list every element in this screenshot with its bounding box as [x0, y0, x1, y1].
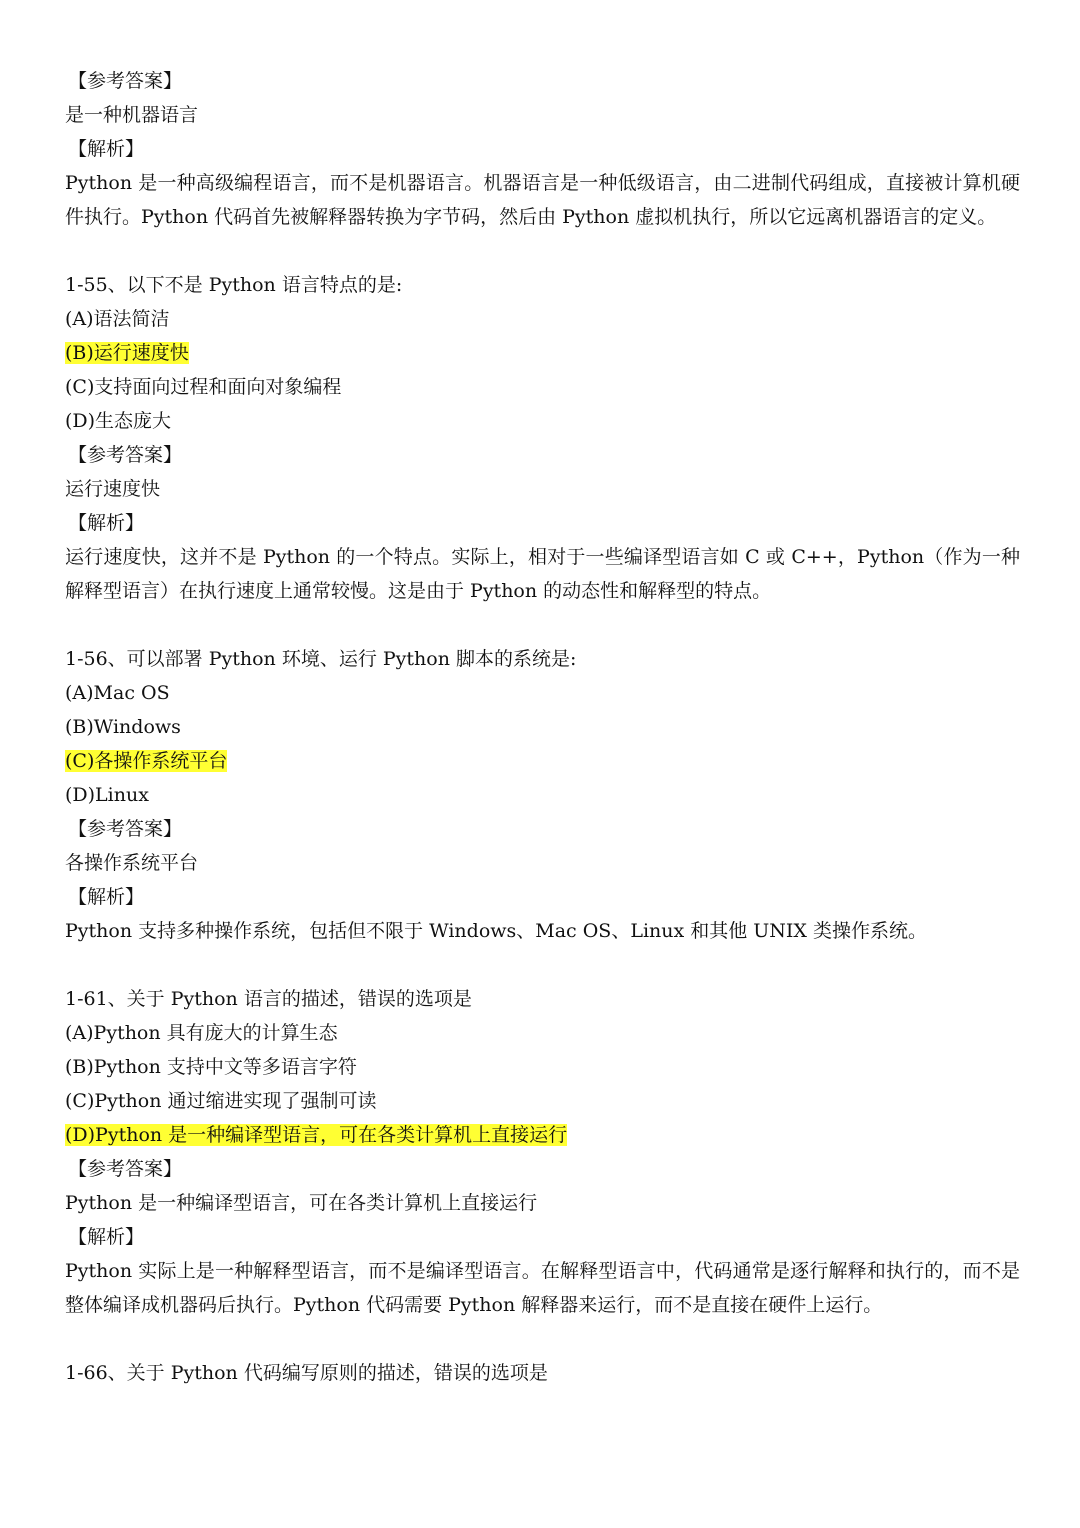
answer-tag: 【参考答案】 — [68, 818, 183, 840]
analysis-tag: 【解析】 — [68, 138, 145, 160]
option-c — [65, 1084, 1020, 1118]
analysis-text: Python 实际上是一种解释型语言，而不是编译型语言。在解释型语言中，代码通常是逐行解释和执行的，而不是整体编译成机器码后执行。Python 代码需要 Python 解释器来运行，而不是直接在硬件上运行。 — [65, 1260, 1020, 1316]
answer-tag: 【参考答案】 — [68, 1158, 183, 1180]
option-a — [65, 302, 1020, 336]
question-1-56: 1-56、可以部署 Python 环境、运行 Python 脚本的系统是: — [65, 648, 577, 670]
answer-text: Python 是一种编译型语言，可在各类计算机上直接运行 — [65, 1192, 538, 1214]
option-b — [65, 710, 1020, 744]
option-a-text: (A)Python 具有庞大的计算生态 — [65, 1022, 338, 1044]
option-c-text-highlighted: (C)各操作系统平台 — [65, 750, 228, 772]
analysis-text: Python 支持多种操作系统，包括但不限于 Windows、Mac OS、Linux 和其他 UNIX 类操作系统。 — [65, 920, 927, 942]
option-d-text-highlighted: (D)Python 是一种编译型语言，可在各类计算机上直接运行 — [65, 1124, 568, 1146]
answer-text: 各操作系统平台 — [65, 852, 199, 874]
analysis-text: 运行速度快，这并不是 Python 的一个特点。实际上，相对于一些编译型语言如 C 或 C++，Python（作为一种解释型语言）在执行速度上通常较慢。这是由于 Python 的动态性和解释型的特点。 — [65, 546, 1020, 602]
answer-text: 运行速度快 — [65, 478, 161, 500]
option-a — [65, 1016, 1020, 1050]
option-a-text: (A)语法简洁 — [65, 308, 170, 330]
option-d — [65, 404, 1020, 438]
option-b-text-highlighted: (B)运行速度快 — [65, 342, 189, 364]
option-a-text: (A)Mac OS — [65, 682, 170, 704]
answer-tag: 【参考答案】 — [68, 70, 183, 92]
section-gap — [65, 608, 1020, 642]
analysis-tag: 【解析】 — [68, 886, 145, 908]
section-gap — [65, 234, 1020, 268]
option-c — [65, 370, 1020, 404]
question-1-66: 1-66、关于 Python 代码编写原则的描述，错误的选项是 — [65, 1362, 548, 1384]
option-c-text: (C)Python 通过缩进实现了强制可读 — [65, 1090, 377, 1112]
analysis-tag: 【解析】 — [68, 1226, 145, 1248]
answer-text: 是一种机器语言 — [65, 104, 199, 126]
option-d-text: (D)Linux — [65, 784, 149, 806]
option-c — [65, 744, 1020, 778]
analysis-text: Python 是一种高级编程语言，而不是机器语言。机器语言是一种低级语言，由二进制代码组成，直接被计算机硬件执行。Python 代码首先被解释器转换为字节码，然后由 Python 虚拟机执行，所以它远离机器语言的定义。 — [65, 172, 1020, 228]
option-d — [65, 1118, 1020, 1152]
answer-tag: 【参考答案】 — [68, 444, 183, 466]
document-page — [65, 64, 1020, 1390]
section-gap — [65, 948, 1020, 982]
analysis-tag: 【解析】 — [68, 512, 145, 534]
option-b — [65, 336, 1020, 370]
question-1-61: 1-61、关于 Python 语言的描述，错误的选项是 — [65, 988, 472, 1010]
option-a — [65, 676, 1020, 710]
option-d — [65, 778, 1020, 812]
option-c-text: (C)支持面向过程和面向对象编程 — [65, 376, 342, 398]
option-b — [65, 1050, 1020, 1084]
option-b-text: (B)Windows — [65, 716, 181, 738]
question-1-55: 1-55、以下不是 Python 语言特点的是: — [65, 274, 403, 296]
section-gap — [65, 1322, 1020, 1356]
option-d-text: (D)生态庞大 — [65, 410, 172, 432]
option-b-text: (B)Python 支持中文等多语言字符 — [65, 1056, 357, 1078]
